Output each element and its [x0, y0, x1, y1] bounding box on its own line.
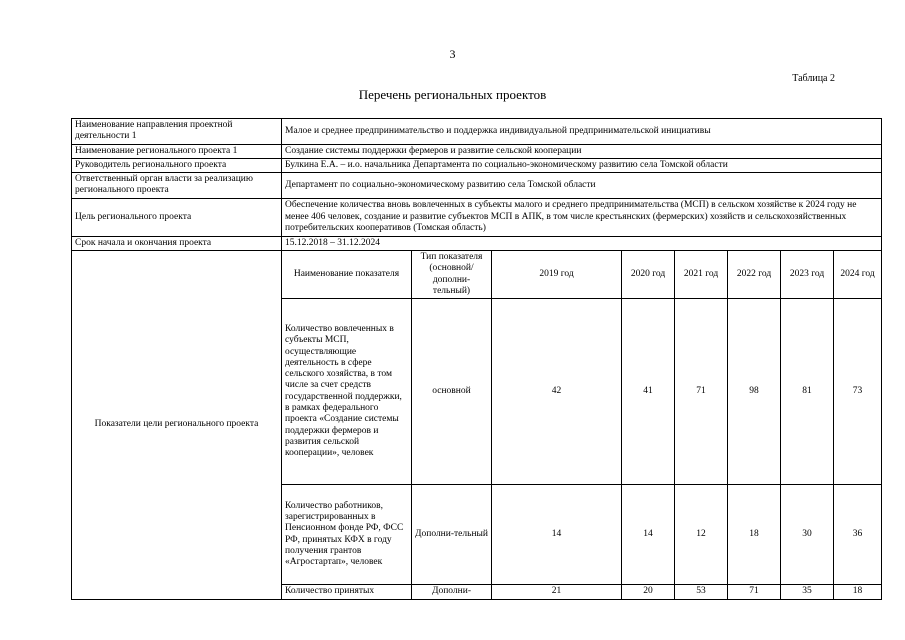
indicator-name: Количество вовлеченных в субъекты МСП, осуществляющие деятельность в сфере сельского хозяйства, в том числе за счет средств государственной поддержки, в рамках федерального проекта «Создание системы поддержки фермеров и развития сельской кооперации», человек	[282, 299, 412, 485]
document-title: Перечень региональных проектов	[358, 87, 547, 102]
indicator-type: основной	[412, 299, 492, 485]
indicator-name: Количество принятых	[282, 585, 412, 599]
indicator-value: 36	[834, 485, 882, 585]
indicators-header-row	[72, 251, 882, 299]
info-value: Создание системы поддержки фермеров и развитие сельской кооперации	[282, 144, 882, 158]
indicator-value: 98	[728, 299, 781, 485]
year-header: 2024 год	[834, 251, 882, 299]
year-header: 2021 год	[675, 251, 728, 299]
info-row	[72, 173, 882, 199]
info-row	[72, 158, 882, 172]
indicator-value: 18	[834, 585, 882, 599]
indicator-value: 71	[675, 299, 728, 485]
indicator-value: 53	[675, 585, 728, 599]
year-header: 2023 год	[781, 251, 834, 299]
info-label: Ответственный орган власти за реализацию регионального проекта	[72, 173, 282, 199]
indicator-value: 35	[781, 585, 834, 599]
table-label: Таблица 2	[792, 73, 835, 84]
indicator-value: 42	[492, 299, 622, 485]
info-label: Цель регионального проекта	[72, 198, 282, 236]
info-value: 15.12.2018 – 31.12.2024	[282, 236, 882, 250]
info-row	[72, 119, 882, 145]
indicator-value: 14	[622, 485, 675, 585]
info-value: Департамент по социально-экономическому развитию села Томской области	[282, 173, 882, 199]
info-row	[72, 144, 882, 158]
indicator-name: Количество работников, зарегистрированных в Пенсионном фонде РФ, ФСС РФ, принятых КФХ в году получения грантов «Агростартап», человек	[282, 485, 412, 585]
year-header: 2019 год	[492, 251, 622, 299]
indicator-value: 21	[492, 585, 622, 599]
indicator-value: 41	[622, 299, 675, 485]
info-label: Наименование направления проектной деятельности 1	[72, 119, 282, 145]
indicator-type: Дополни-	[412, 585, 492, 599]
info-label: Наименование регионального проекта 1	[72, 144, 282, 158]
info-value: Обеспечение количества вновь вовлеченных в субъекты малого и среднего предпринимательства (МСП) в сельском хозяйстве к 2024 году не менее 406 человек, создание и развитие субъектов МСП в АПК, в том числе крестьянских (фермерских) хозяйств и сельскохозяйственных потребительских кооперативов (Томская область)	[282, 198, 882, 236]
info-label: Срок начала и окончания проекта	[72, 236, 282, 250]
indicator-value: 73	[834, 299, 882, 485]
indicator-value: 12	[675, 485, 728, 585]
year-header: 2020 год	[622, 251, 675, 299]
info-value: Булкина Е.А. – и.о. начальника Департамента по социально-экономическому развитию села Томской области	[282, 158, 882, 172]
indicator-value: 14	[492, 485, 622, 585]
info-row	[72, 236, 882, 250]
indicator-value: 81	[781, 299, 834, 485]
indicator-value: 18	[728, 485, 781, 585]
year-header: 2022 год	[728, 251, 781, 299]
indicator-name-header: Наименование показателя	[282, 251, 412, 299]
indicator-value: 20	[622, 585, 675, 599]
info-label: Руководитель регионального проекта	[72, 158, 282, 172]
info-row	[72, 198, 882, 236]
indicator-value: 71	[728, 585, 781, 599]
indicator-value: 30	[781, 485, 834, 585]
info-value: Малое и среднее предпринимательство и поддержка индивидуальной предпринимательской инициативы	[282, 119, 882, 145]
indicators-group-label: Показатели цели регионального проекта	[72, 251, 282, 599]
indicator-type-header: Тип показателя (основной/ дополни-тельный)	[412, 251, 492, 299]
indicator-type: Дополни-тельный	[412, 485, 492, 585]
regional-projects-table	[71, 118, 882, 600]
page-number: 3	[449, 47, 456, 61]
